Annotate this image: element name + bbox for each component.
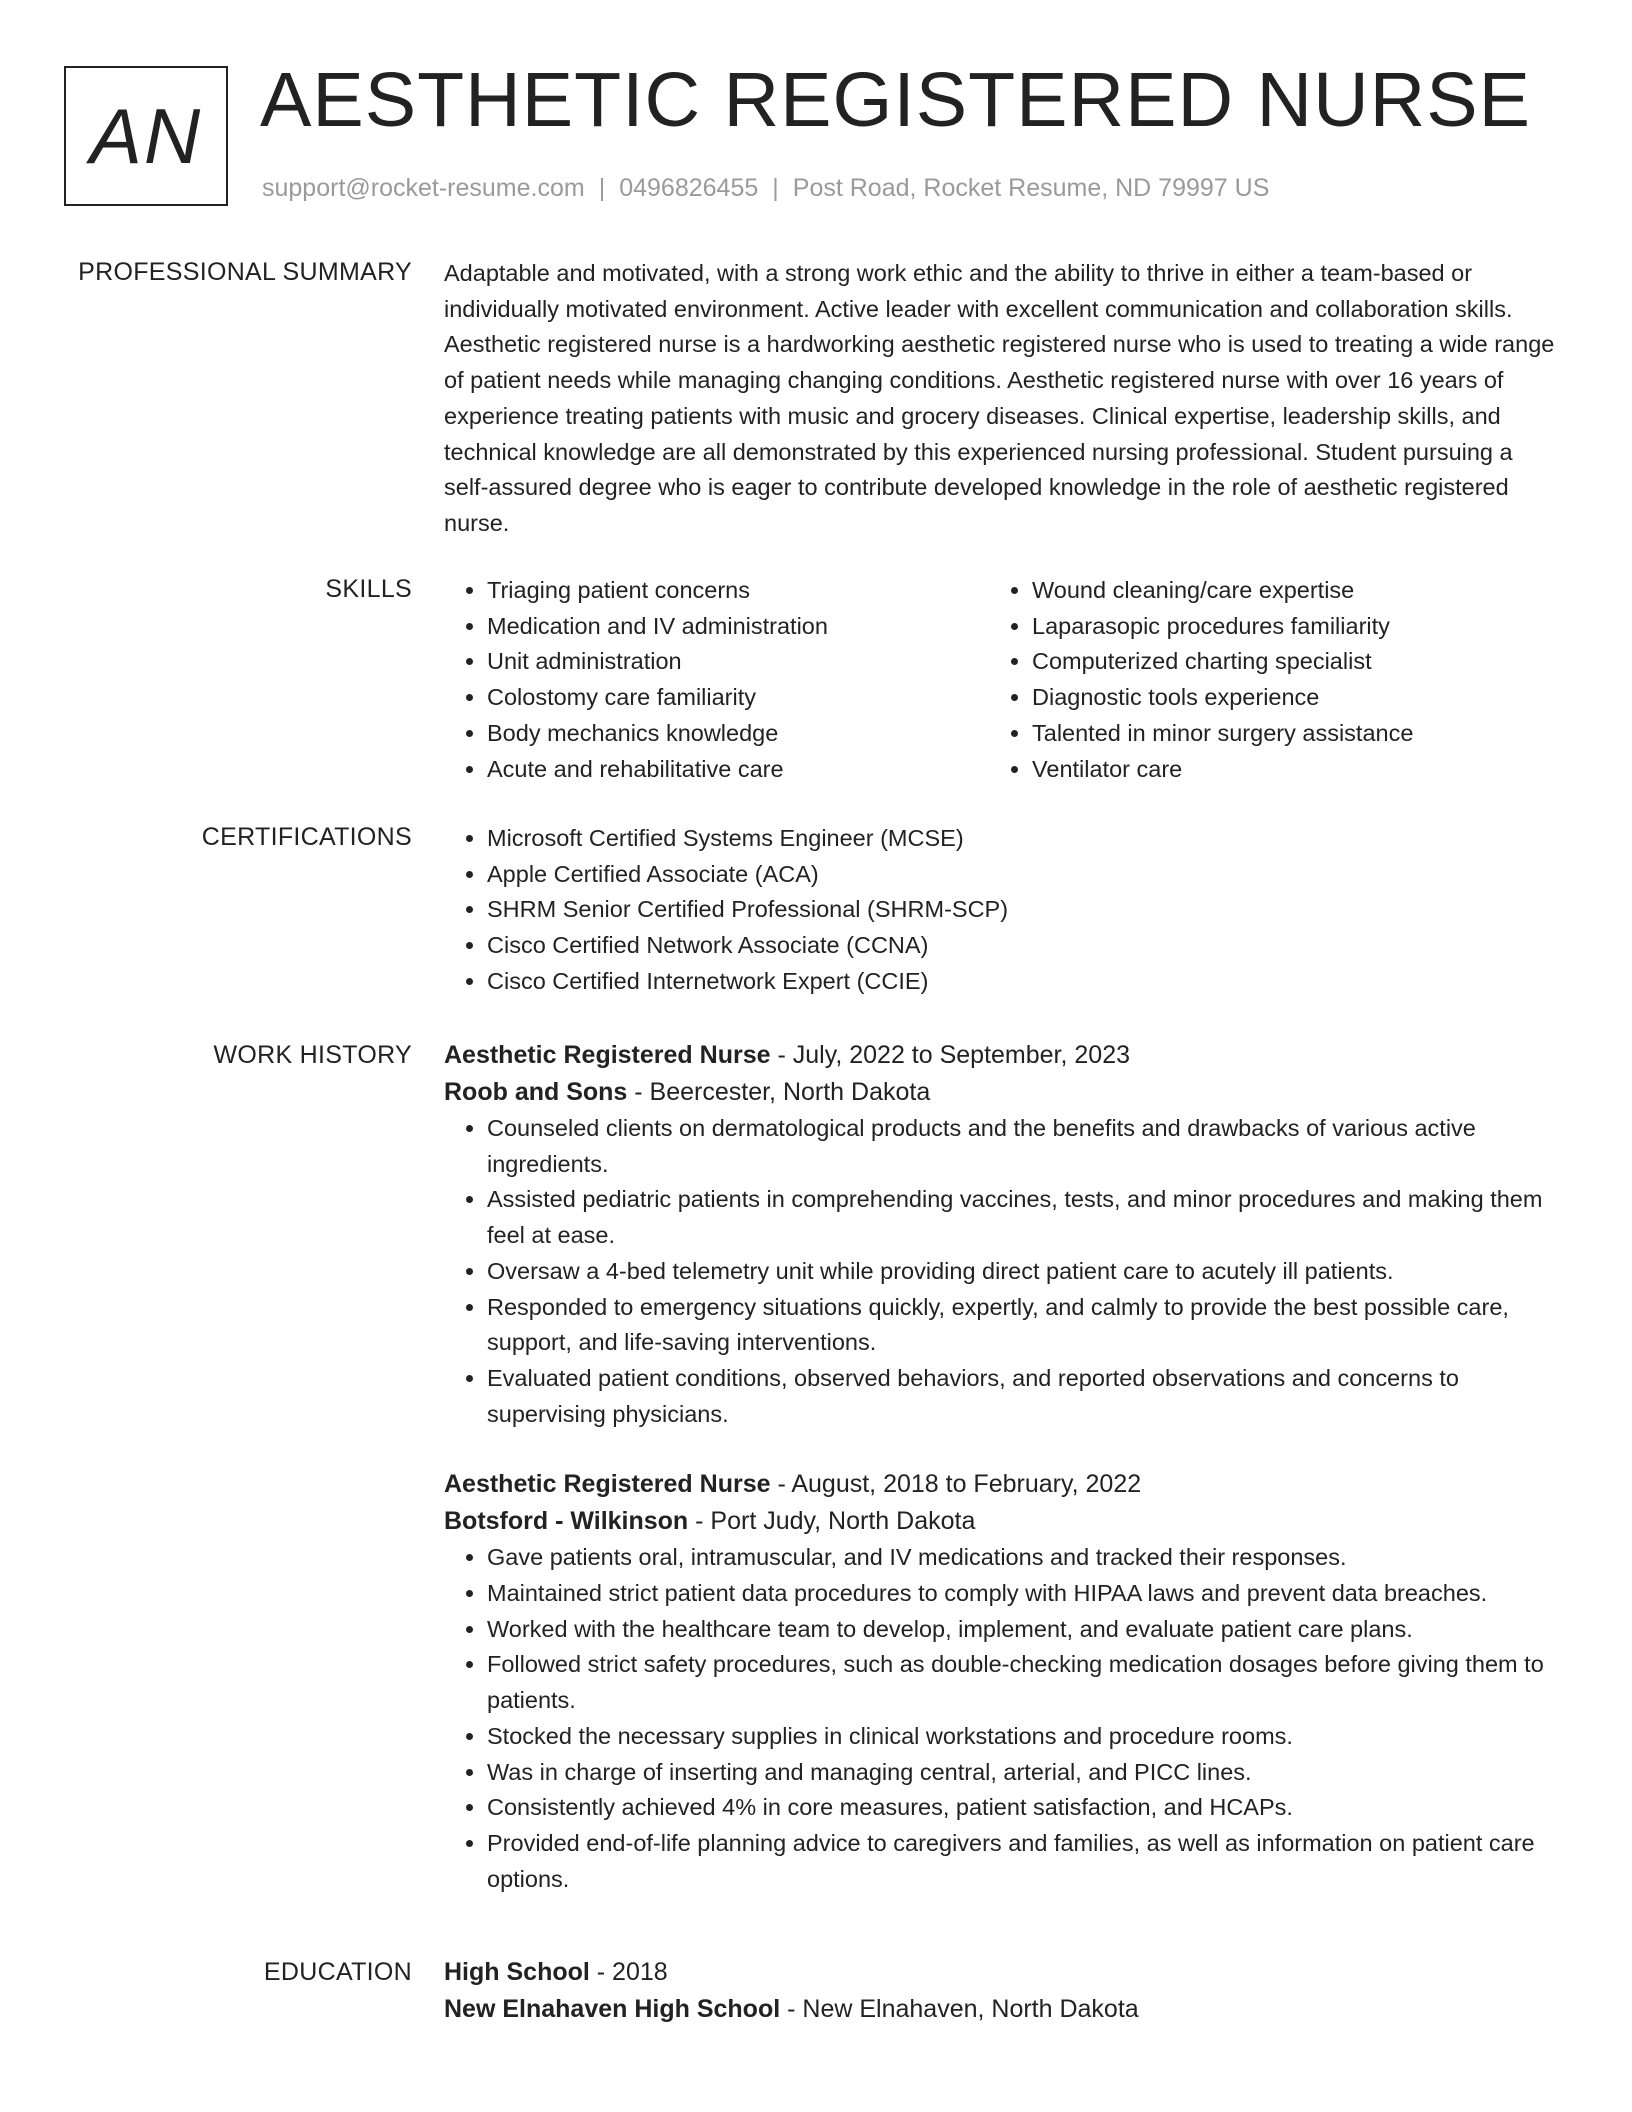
job-bullet: • Stocked the necessary supplies in clinical workstations and procedure rooms. [487, 1719, 1556, 1755]
skill-item: • Body mechanics knowledge [487, 716, 989, 752]
job-dates: - July, 2022 to September, 2023 [770, 1041, 1131, 1069]
summary-text: Adaptable and motivated, with a strong work ethic and the ability to thrive in either a team-based or individually motivated environment. Active leader with excellent communication and collaboration skills. Aesthetic registered nurse is a hardworking aesthetic registered nurse who is used to treating a wide range of patient needs while managing changing conditions. Aesthetic registered nurse with over 16 years of experience treating patients with music and grocery diseases. Clinical expertise, leadership skills, and technical knowledge are all demonstrated by this experienced nursing professional. Student pursuing a self-assured degree who is eager to contribute developed knowledge in the role of aesthetic registered nurse. [444, 260, 1555, 536]
summary-heading: PROFESSIONAL SUMMARY [78, 258, 412, 286]
contact-separator: | [772, 174, 779, 202]
job-bullet: • Gave patients oral, intramuscular, and IV medications and tracked their responses. [487, 1540, 1556, 1576]
job-bullet: • Followed strict safety procedures, such as double-checking medication dosages before giving them to patients. [487, 1647, 1556, 1718]
job-entry [444, 1466, 1556, 1897]
job-bullet: • Was in charge of inserting and managing central, arterial, and PICC lines. [487, 1755, 1556, 1791]
work-history-body [444, 1037, 1556, 1897]
contact-line [262, 174, 1269, 203]
job-bullet: • Responded to emergency situations quickly, expertly, and calmly to provide the best possible care, support, and life-saving interventions. [487, 1290, 1556, 1361]
skills-list-left [444, 573, 989, 787]
monogram-logo: AN [64, 66, 228, 206]
work-history-heading: WORK HISTORY [213, 1041, 412, 1069]
job-location: - Beercester, North Dakota [627, 1078, 931, 1106]
skills-heading: SKILLS [325, 575, 412, 603]
job-company: Botsford - Wilkinson [444, 1507, 689, 1536]
certification-item: • Apple Certified Associate (ACA) [487, 857, 1556, 893]
skill-item: • Wound cleaning/care expertise [1032, 573, 1556, 609]
contact-phone: 0496826455 [619, 174, 759, 202]
skill-item: • Medication and IV administration [487, 609, 989, 645]
certification-item: • SHRM Senior Certified Professional (SHRM-SCP) [487, 892, 1556, 928]
job-role: Aesthetic Registered Nurse [444, 1041, 771, 1069]
job-bullet: • Assisted pediatric patients in comprehending vaccines, tests, and minor procedures and making them feel at ease. [487, 1182, 1556, 1253]
job-role-line [444, 1037, 1556, 1074]
certification-item: • Cisco Certified Internetwork Expert (CCIE) [487, 964, 1556, 1000]
education-school-line [444, 1991, 1556, 2028]
resume-title: AESTHETIC REGISTERED NURSE [260, 57, 1532, 143]
job-company-line [444, 1074, 1556, 1111]
skill-item: • Unit administration [487, 644, 989, 680]
job-bullet: • Provided end-of-life planning advice to caregivers and families, as well as information on patient care options. [487, 1826, 1556, 1897]
certifications-body [444, 821, 1556, 1000]
job-bullet: • Counseled clients on dermatological products and the benefits and drawbacks of various active ingredients. [487, 1111, 1556, 1182]
certification-item: • Cisco Certified Network Associate (CCNA) [487, 928, 1556, 964]
job-role-line [444, 1466, 1556, 1503]
job-company-line [444, 1503, 1556, 1540]
certifications-heading: CERTIFICATIONS [201, 823, 412, 851]
job-bullet: • Oversaw a 4-bed telemetry unit while providing direct patient care to acutely ill patients. [487, 1254, 1556, 1290]
job-entry [444, 1037, 1556, 1432]
education-heading: EDUCATION [263, 1958, 412, 1986]
skill-item: • Colostomy care familiarity [487, 680, 989, 716]
education-degree: High School [444, 1958, 590, 1986]
education-body [444, 1954, 1556, 2028]
education-degree-line [444, 1954, 1556, 1991]
education-location: - New Elnahaven, North Dakota [780, 1995, 1139, 2023]
skills-grid [444, 573, 1556, 787]
job-bullet: • Maintained strict patient data procedures to comply with HIPAA laws and prevent data breaches. [487, 1576, 1556, 1612]
skill-item: • Ventilator care [1032, 752, 1556, 788]
contact-separator: | [598, 174, 606, 202]
job-bullet: • Evaluated patient conditions, observed behaviors, and reported observations and concerns to supervising physicians. [487, 1361, 1556, 1432]
skills-list-right [989, 573, 1556, 787]
education-year: - 2018 [589, 1958, 668, 1986]
education-school: New Elnahaven High School [444, 1995, 781, 2023]
job-role: Aesthetic Registered Nurse [444, 1470, 771, 1499]
job-dates: - August, 2018 to February, 2022 [770, 1470, 1142, 1499]
certifications-list [444, 821, 1556, 1000]
job-bullet: • Worked with the healthcare team to develop, implement, and evaluate patient care plans. [487, 1612, 1556, 1648]
skill-item: • Acute and rehabilitative care [487, 752, 989, 788]
skill-item: • Diagnostic tools experience [1032, 680, 1556, 716]
job-bullet: • Consistently achieved 4% in core measures, patient satisfaction, and HCAPs. [487, 1790, 1556, 1826]
job-location: - Port Judy, North Dakota [688, 1507, 976, 1536]
job-bullets [444, 1111, 1556, 1432]
certification-item: • Microsoft Certified Systems Engineer (MCSE) [487, 821, 1556, 857]
skill-item: • Computerized charting specialist [1032, 644, 1556, 680]
skill-item: • Laparasopic procedures familiarity [1032, 609, 1556, 645]
job-company: Roob and Sons [444, 1078, 628, 1106]
skill-item: • Triaging patient concerns [487, 573, 989, 609]
skill-item: • Talented in minor surgery assistance [1032, 716, 1556, 752]
contact-email[interactable]: support@rocket-resume.com [262, 174, 585, 202]
job-bullets [444, 1540, 1556, 1897]
contact-address: Post Road, Rocket Resume, ND 79997 US [792, 174, 1270, 202]
